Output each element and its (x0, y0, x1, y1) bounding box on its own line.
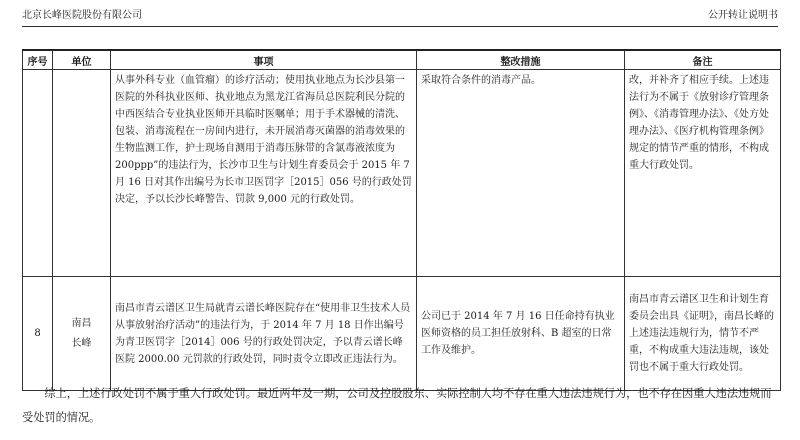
summary-paragraph: 综上，上述行政处罚不属于重大行政处罚。最近两年及一期，公司及控股股东、实际控制人均不存在重大违法违规行为，也不存在因重大违法违规而受处罚的情况。 (22, 387, 772, 424)
document-type: 公开转让说明书 (708, 10, 778, 21)
column-header-unit: 单位 (53, 50, 111, 70)
page-header (22, 8, 778, 27)
table-header-row (23, 50, 781, 70)
row-matter: 从事外科专业（血管瘤）的诊疗活动；使用执业地点为长沙县第一医院的外科执业医师、执业地点为黑龙江省海员总医院利民分院的中西医结合专业执业医师开具临时医嘱单；用于手术器械的清洗、包装、消毒流程在一房间内进行，未开展消毒灭菌器的消毒效果的生物监测工作，护士现场自测用于消毒压脉带的含氯毒液浓度为 200ppp”的违法行为，长沙市卫生与计划生育委员会于 2015 年 7 月 16 日对其作出编号为长市卫医罚字［2015］056 号的行政处罚决定，予以长沙长峰警告、罚款 9,000 元的行政处罚。 (111, 70, 417, 277)
row-matter: 南昌市青云谱区卫生局就青云谱长峰医院存在“使用非卫生技术人员从事放射治疗活动”的违法行为，于 2014 年 7 月 18 日作出编号为青卫医罚字［2014］006 号的行政处罚决定，予以青云谱长峰医院 2000.00 元罚款的行政处罚，同时责令立即改正违法行为。 (111, 277, 417, 391)
row-index (23, 70, 53, 277)
row-note: 南昌市青云谱区卫生和计划生育委员会出具《证明》，南昌长峰的上述违法违规行为，情节不严重，不构成重大违法违规，该处罚也不属于重大行政处罚。 (625, 277, 781, 391)
table-row (23, 277, 781, 391)
penalty-table (22, 49, 781, 391)
row-unit: 南昌 长峰 (53, 277, 111, 391)
column-header-remarks: 备注 (625, 50, 781, 70)
table-row (23, 70, 781, 277)
column-header-measures: 整改措施 (417, 50, 625, 70)
column-header-index: 序号 (23, 50, 53, 70)
row-measure: 采取符合条件的消毒产品。 (417, 70, 625, 277)
row-unit (53, 70, 111, 277)
row-measure: 公司已于 2014 年 7 月 16 日任命持有执业医师资格的员工担任放射科、B 超室的日常工作及维护。 (417, 277, 625, 391)
company-name: 北京长峰医院股份有限公司 (22, 10, 142, 21)
row-index: 8 (23, 277, 53, 391)
column-header-matter: 事项 (111, 50, 417, 70)
row-note: 改，并补齐了相应手续。上述违法行为不属于《放射诊疗管理条例》、《消毒管理办法》、《处方处理办法》、《医疗机构管理条例》规定的情节严重的情形，不构成重大行政处罚。 (625, 70, 781, 277)
